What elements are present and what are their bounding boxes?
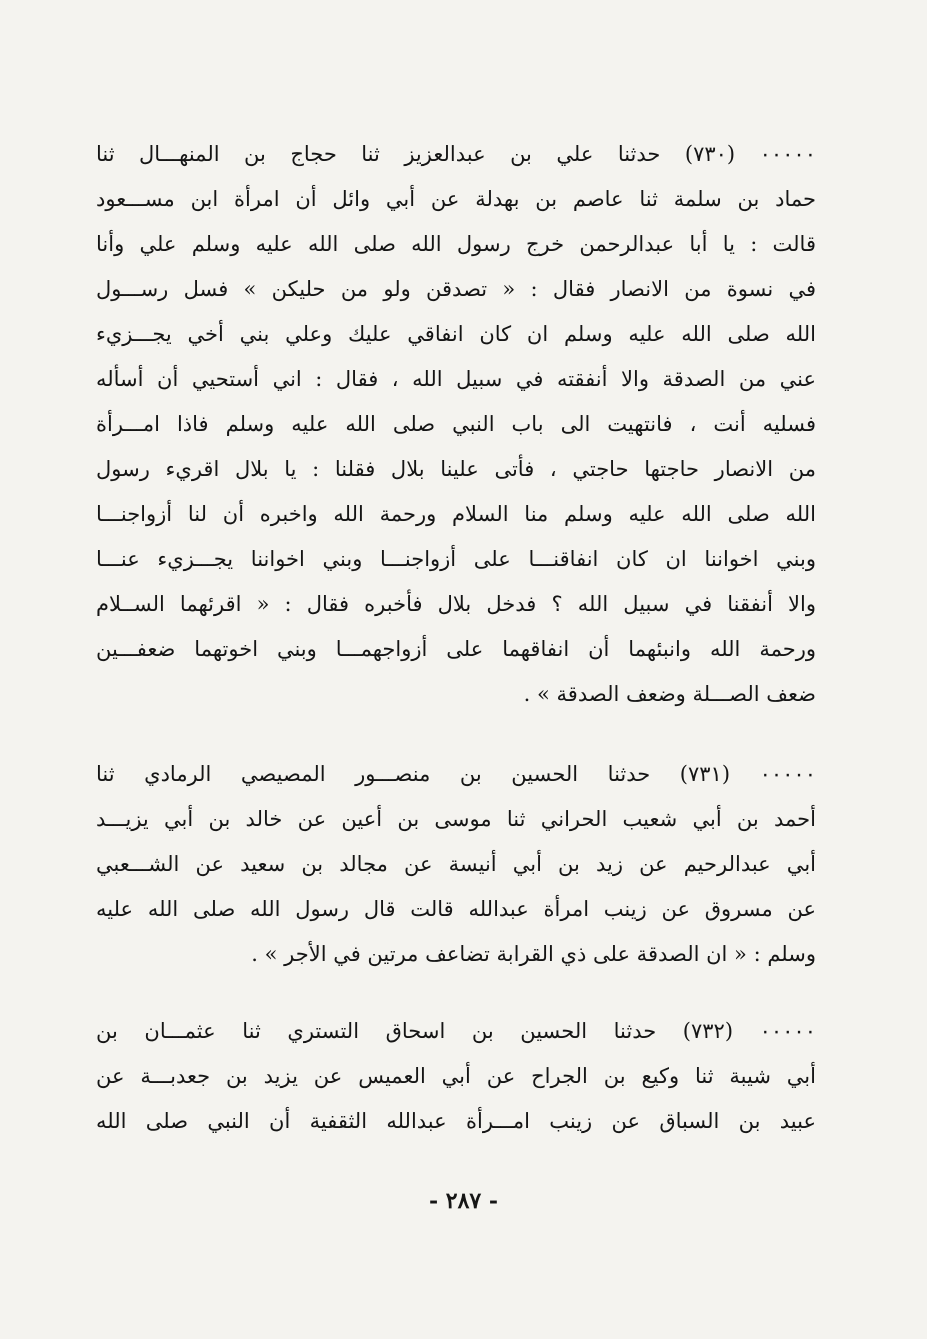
text-line: عبيد بن السباق عن زينب امـــرأة عبدالله الثقفية أن النبي صلى الله <box>96 1109 816 1133</box>
text-line: في نسوة من الانصار فقال : « تصدقن ولو من حليكن » فسل رســـول <box>96 277 816 301</box>
text-line: حماد بن سلمة ثنا عاصم بن بهدلة عن أبي وائل أن امرأة ابن مســـعود <box>96 187 816 211</box>
text-line: من الانصار حاجتها حاجتي ، فأتى علينا بلال فقلنا : يا بلال اقريء رسول <box>96 457 816 481</box>
text-line: الله صلى الله عليه وسلم ان كان انفاقي عليك وعلي بني أخي يجـــزيء <box>96 322 816 346</box>
text-line: وسلم : « ان الصدقة على ذي القرابة تضاعف مرتين في الأجر » . <box>251 942 816 966</box>
text-line: قالت : يا أبا عبدالرحمن خرج رسول الله صلى الله عليه وسلم علي وأنا <box>96 232 816 256</box>
text-line: الله صلى الله عليه وسلم منا السلام ورحمة الله واخبره أن لنا أزواجنـــا <box>96 502 816 526</box>
text-line: أبي شيبة ثنا وكيع بن الجراح عن أبي العميس عن يزيد بن جعدبـــة عن <box>96 1064 816 1088</box>
text-line: وبني اخواننا ان كان انفاقنـــا على أزواجنـــا وبني اخواننا يجـــزيء عنـــا <box>96 547 816 571</box>
text-line: ٠٠٠٠٠ (٧٣٠) حدثنا علي بن عبدالعزيز ثنا حجاج بن المنهـــال ثنا <box>96 142 816 166</box>
text-line: والا أنفقنا في سبيل الله ؟ فدخل بلال فأخبره فقال : « اقرئهما الســلام <box>96 592 816 616</box>
hadith-731-paragraph <box>96 752 816 977</box>
text-line: فسليه أنت ، فانتهيت الى باب النبي صلى الله عليه وسلم فاذا امـــرأة <box>96 412 816 436</box>
text-line: ضعف الصـــلة وضعف الصدقة » . <box>523 682 816 706</box>
text-line: أحمد بن أبي شعيب الحراني ثنا موسى بن أعين عن خالد بن أبي يزيـــد <box>96 807 816 831</box>
text-line: ورحمة الله وانبئهما أن انفاقهما على أزواجهمـــا وبني اخوتهما ضعفـــين <box>96 637 816 661</box>
text-line: عني من الصدقة والا أنفقته في سبيل الله ، فقال : اني أستحيي أن أسأله <box>96 367 816 391</box>
text-line: عن مسروق عن زينب امرأة عبدالله قالت قال رسول الله صلى الله عليه <box>96 897 816 921</box>
page-number: - ٢٨٧ - <box>428 1188 499 1214</box>
hadith-730-paragraph <box>96 132 816 717</box>
text-line: ٠٠٠٠٠ (٧٣١) حدثنا الحسين بن منصـــور المصيصي الرمادي ثنا <box>96 762 816 786</box>
hadith-732-paragraph <box>96 1009 816 1144</box>
text-line: أبي عبدالرحيم عن زيد بن أبي أنيسة عن مجالد بن سعيد عن الشـــعبي <box>96 852 816 876</box>
text-line: ٠٠٠٠٠ (٧٣٢) حدثنا الحسين بن اسحاق التستري ثنا عثمـــان بن <box>96 1019 816 1043</box>
